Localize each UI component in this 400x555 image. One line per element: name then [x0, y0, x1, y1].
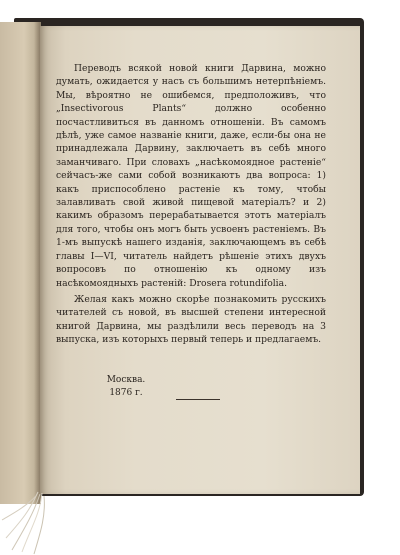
- paragraph-2: Желая какъ можно скорѣе познакомить русскихъ читателей съ новой, въ высшей степени интересной книгой Дарвина, мы раздѣлили весь переводъ на 3 выпуска, изъ которыхъ первый теперь и предлагаемъ.: [56, 293, 326, 346]
- place-date: [96, 374, 156, 400]
- closing-rule: [176, 399, 220, 400]
- place-label: Москва.: [106, 375, 146, 385]
- year-label: 1876 г.: [109, 388, 143, 398]
- preface-text: [56, 62, 326, 347]
- paragraph-1: Переводъ всякой новой книги Дарвина, можно думать, ожидается у насъ съ большимъ нетерпѣніемъ. Мы, вѣроятно не ошибемся, предположивъ, что „Insectivorous Plants“ должно особенно посчастливиться въ данномъ отношеніи. Въ самомъ дѣлѣ, уже самое названіе книги, даже, если-бы она не принадлежала Дарвину, заключаетъ въ себѣ много заманчиваго. При словахъ „насѣкомоядное растеніе“ сейчасъ-же сами собой возникаютъ два вопроса: 1) какъ приспособлено растеніе къ тому, чтобы залавливать свой живой пищевой матеріалъ? и 2) какимъ образомъ перерабатывается этотъ матеріалъ для того, чтобы онъ могъ быть усвоенъ растеніемъ. Въ 1-мъ выпускѣ нашего изданія, заключающемъ въ себѣ главы I—VI, читатель найдетъ рѣшеніе этихъ двухъ вопросовъ по отношенію къ одному изъ насѣкомоядныхъ растеній: Drosera rotundifolia.: [56, 63, 326, 289]
- binding-threads-icon: [0, 490, 70, 555]
- left-page-edge: [0, 22, 41, 504]
